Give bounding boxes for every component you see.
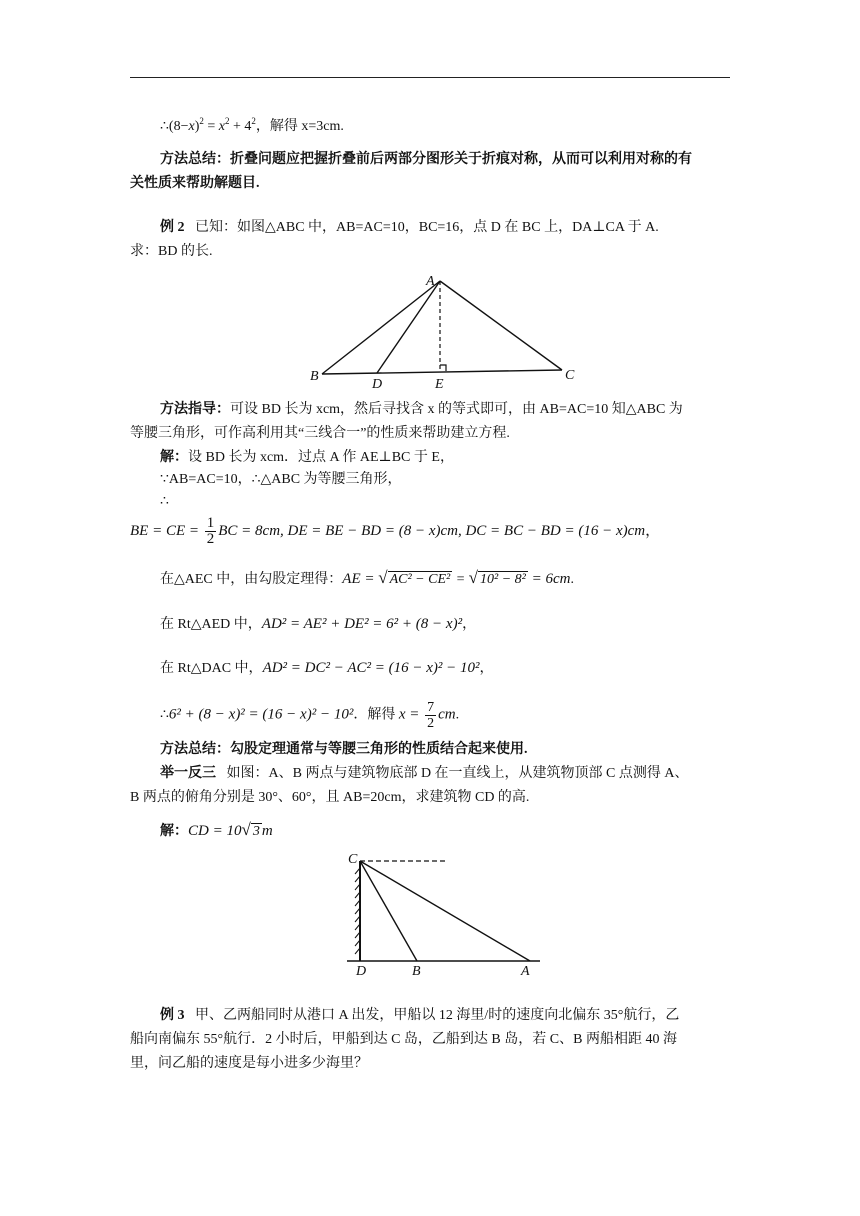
- method-summary-2: 方法总结：勾股定理通常与等腰三角形的性质结合起来使用.: [160, 742, 528, 757]
- side-ac: [440, 281, 562, 370]
- method-guide-cont: 等腰三角形，可作高利用其“三线合一”的性质来帮助建立方程.: [130, 426, 510, 441]
- solution-line-2: ∵AB=AC=10，∴△ABC 为等腰三角形，: [160, 472, 402, 487]
- example-3-cont-2: 里，问乙船的速度是每小进多少海里？: [130, 1056, 368, 1071]
- label-c: C: [348, 852, 358, 867]
- pythagoras-dac: 在 Rt△DAC 中，AD² = DC² − AC² = (16 − x)² − 10²，: [160, 660, 494, 676]
- header-rule: [130, 77, 730, 78]
- line-cb: [360, 861, 417, 961]
- example-2-statement: 例 2 已知：如图△ABC 中，AB=AC=10，BC=16，点 D 在 BC 上，DA⊥CA 于 A.: [160, 220, 659, 235]
- practice-statement-cont: B 两点的俯角分别是 30°、60°，且 AB=20cm，求建筑物 CD 的高.: [130, 790, 530, 805]
- base-bc: [322, 370, 562, 374]
- side-ab: [322, 281, 440, 374]
- be-ce-equation: BE = CE = $\frac{1}{2}$ BC = 8cm, DE = BE − BD = (8 − x)cm, DC = BC − BD = (16 − x)cm，: [130, 515, 661, 547]
- label-d: D: [356, 964, 367, 978]
- practice-statement: 举一反三 如图：A、B 两点与建筑物底部 D 在一直线上，从建筑物顶部 C 点测得 A、: [160, 766, 689, 781]
- equation-line: $\therefore(8-x)^2 = x^2 + 4^2$，解得 x=3cm.: [160, 116, 344, 134]
- label-b: B: [412, 964, 421, 978]
- line-ca: [360, 861, 530, 961]
- example-3-cont-1: 船向南偏东 55°航行．2 小时后，甲船到达 C 岛，乙船到达 B 岛，若 C、B 两船相距 40 海: [130, 1032, 677, 1047]
- solution-line-1: 解：设 BD 长为 xcm．过点 A 作 AE⊥BC 于 E，: [160, 450, 454, 465]
- label-d: D: [372, 377, 383, 392]
- practice-answer: 解：CD = 10√ 3 m: [160, 820, 273, 839]
- building-figure: [335, 848, 550, 978]
- pythagoras-aed: 在 Rt△AED 中，AD² = AE² + DE² = 6² + (8 − x)²，: [160, 616, 477, 632]
- label-a: A: [521, 964, 530, 978]
- pythagoras-aec: 在△AEC 中，由勾股定理得：AE = √ AC² − CE² = √ 10² − 8² = 6cm.: [160, 568, 574, 587]
- segment-ad: [377, 281, 440, 373]
- example-2-question: 求：BD 的长.: [130, 244, 213, 259]
- label-e: E: [435, 377, 444, 392]
- method-guide: 方法指导：可设 BD 长为 xcm，然后寻找含 x 的等式即可，由 AB=AC=10 知△ABC 为: [160, 402, 683, 417]
- label-b: B: [310, 369, 319, 384]
- example-3-statement: 例 3 甲、乙两船同时从港口 A 出发，甲船以 12 海里/时的速度向北偏东 35°航行，乙: [160, 1008, 680, 1023]
- solution-line-3: ∴: [160, 494, 169, 509]
- label-c: C: [565, 368, 575, 383]
- label-a: A: [426, 274, 435, 289]
- right-angle-mark: [440, 365, 446, 371]
- method-summary-1: 方法总结：折叠问题应把握折叠前后两部分图形关于折痕对称，从而可以利用对称的有: [160, 152, 692, 167]
- solve-equation: ∴6² + (8 − x)² = (16 − x)² − 10²．解得 x = $\frac{7}{2}$ cm.: [160, 700, 460, 731]
- method-summary-1-cont: 关性质来帮助解题目.: [130, 176, 260, 191]
- triangle-abc-figure: [300, 268, 590, 393]
